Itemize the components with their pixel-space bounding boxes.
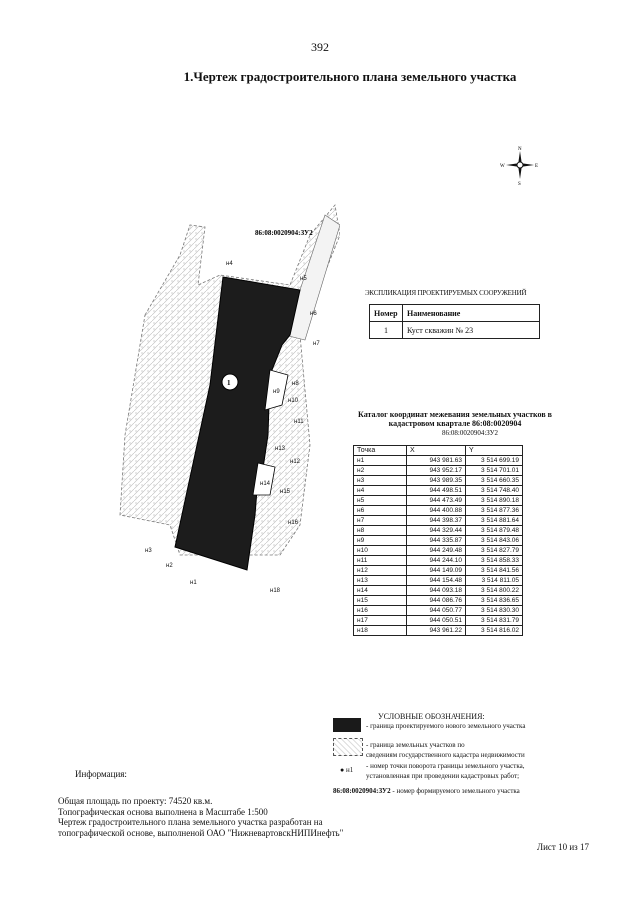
coord-cell: 3 514 800.22 [466, 586, 523, 596]
point-label-n1: н1 [190, 580, 197, 586]
page-number: 392 [311, 40, 329, 54]
coord-cell: 3 514 881.64 [466, 516, 523, 526]
point-label-n6: н6 [310, 311, 317, 317]
coord-header-x: X [407, 446, 466, 456]
coord-cell: н8 [354, 526, 407, 536]
coord-cell: н18 [354, 626, 407, 636]
point-label-n16: н16 [288, 520, 298, 526]
coord-cell: н7 [354, 516, 407, 526]
coord-cell: н11 [354, 556, 407, 566]
point-label-n13: н13 [275, 446, 285, 452]
legend-item-point-a: - номер точки поворота границы земельного участка, [366, 762, 525, 770]
coord-cell: н9 [354, 536, 407, 546]
coord-row [354, 606, 523, 616]
coord-row [354, 626, 523, 636]
info-scale: Топографическая основа выполнена в Масштабе 1:500 [58, 806, 268, 817]
point-label-n10: н10 [288, 398, 298, 404]
coord-row [354, 486, 523, 496]
coord-row [354, 596, 523, 606]
coord-header-point: Точка [354, 446, 407, 456]
coord-cell: 3 514 831.79 [466, 616, 523, 626]
coord-cell: н3 [354, 476, 407, 486]
coord-cell: 944 335.87 [407, 536, 466, 546]
info-block [58, 796, 358, 838]
coord-cell: 943 961.22 [407, 626, 466, 636]
coord-cell: 3 514 748.40 [466, 486, 523, 496]
coord-cell: 943 981.63 [407, 456, 466, 466]
coord-row [354, 496, 523, 506]
compass-n: N [518, 147, 522, 152]
coord-cell: н13 [354, 576, 407, 586]
legend-item-existing-a: - граница земельных участков по [366, 741, 465, 749]
coord-cell: н14 [354, 586, 407, 596]
point-label-n12: н12 [290, 459, 300, 465]
coord-row [354, 476, 523, 486]
coord-cell: 944 400.88 [407, 506, 466, 516]
coord-cell: н1 [354, 456, 407, 466]
info-label: Информация: [75, 769, 127, 779]
coord-row [354, 546, 523, 556]
coord-row [354, 506, 523, 516]
explication-header-number: Номер [370, 305, 403, 322]
info-line3: Чертеж градостроительного плана земельного участка разработан на [58, 817, 323, 827]
compass-rose-icon [500, 145, 540, 185]
coord-cell: 3 514 827.79 [466, 546, 523, 556]
coord-cell: 944 398.37 [407, 516, 466, 526]
coord-cell: 944 329.44 [407, 526, 466, 536]
catalog-subtitle: 86:08:0020904:ЗУ2 [441, 429, 499, 437]
coord-cell: н4 [354, 486, 407, 496]
coord-cell: 944 498.51 [407, 486, 466, 496]
point-label-n3: н3 [145, 548, 152, 554]
coord-cell: н10 [354, 546, 407, 556]
coord-cell: 944 050.77 [407, 606, 466, 616]
legend-item-new-plot: - граница проектируемого нового земельного участка [366, 722, 526, 730]
coord-row [354, 526, 523, 536]
coord-cell: 3 514 660.35 [466, 476, 523, 486]
catalog-title: Каталог координат межевания земельных участков в кадастровом квартале 86:08:0020904 [358, 410, 552, 428]
coord-cell: 3 514 830.30 [466, 606, 523, 616]
coord-cell: н6 [354, 506, 407, 516]
coord-cell: 3 514 890.18 [466, 496, 523, 506]
legend-code: 86:08:0020904:ЗУ2 [333, 787, 391, 795]
point-label-n14: н14 [260, 481, 270, 487]
coord-cell: н5 [354, 496, 407, 506]
point-label-n18: н18 [270, 588, 280, 594]
coord-cell: н16 [354, 606, 407, 616]
coordinates-table [353, 445, 523, 636]
explication-table [369, 304, 540, 339]
coord-cell: 3 514 836.65 [466, 596, 523, 606]
point-label-n7: н7 [313, 341, 320, 347]
coord-cell: 3 514 841.56 [466, 566, 523, 576]
coord-cell: 944 154.48 [407, 576, 466, 586]
point-label-n2: н2 [166, 563, 173, 569]
explication-cell: 1 [370, 322, 403, 339]
legend-item-point-b: установленная при проведении кадастровых работ; [366, 772, 520, 780]
legend-item-code: - номер формируемого земельного участка [390, 787, 520, 795]
coord-row [354, 616, 523, 626]
coord-cell: 3 514 877.36 [466, 506, 523, 516]
point-label-n5: н5 [300, 276, 307, 282]
point-label-n9: н9 [273, 389, 280, 395]
coord-cell: 3 514 811.05 [466, 576, 523, 586]
coord-cell: 3 514 858.33 [466, 556, 523, 566]
coord-row [354, 586, 523, 596]
coord-cell: 944 093.18 [407, 586, 466, 596]
legend-existing-swatch [333, 738, 363, 756]
site-plan [110, 195, 340, 615]
explication-title: ЭКСПЛИКАЦИЯ ПРОЕКТИРУЕМЫХ СООРУЖЕНИЙ [365, 289, 527, 297]
page-title: 1.Чертеж градостроительного плана земельного участка [183, 69, 517, 84]
coord-row [354, 576, 523, 586]
info-area: Общая площадь по проекту: 74520 кв.м. [58, 796, 213, 806]
coord-cell: 944 050.51 [407, 616, 466, 626]
coord-cell: 3 514 701.01 [466, 466, 523, 476]
point-dot-icon: ● [340, 766, 345, 774]
coord-row [354, 536, 523, 546]
coord-cell: 944 249.48 [407, 546, 466, 556]
coord-row [354, 516, 523, 526]
coord-cell: н12 [354, 566, 407, 576]
legend-point-symbol: н1 [345, 766, 354, 774]
compass-w: W [500, 164, 505, 169]
coord-cell: 3 514 843.06 [466, 536, 523, 546]
coord-cell: 3 514 699.19 [466, 456, 523, 466]
plot-marker: 1 [227, 379, 231, 387]
coord-row [354, 456, 523, 466]
coord-cell: 944 086.76 [407, 596, 466, 606]
sheet-number: Лист 10 из 17 [537, 842, 589, 852]
coord-cell: 943 952.17 [407, 466, 466, 476]
explication-cell: Куст скважин № 23 [403, 322, 540, 339]
info-line4: топографической основе, выполненой ОАО "НижневартовскНИПИнефть" [58, 827, 344, 838]
coord-row [354, 466, 523, 476]
legend-item-existing-b: сведениям государственного кадастра недвижимости [366, 751, 525, 759]
point-label-n15: н15 [280, 489, 290, 495]
coord-cell: н2 [354, 466, 407, 476]
coord-cell: н17 [354, 616, 407, 626]
coord-cell: 944 244.10 [407, 556, 466, 566]
coord-cell: 3 514 816.02 [466, 626, 523, 636]
explication-header-name: Наименование [403, 305, 540, 322]
point-label-n4: н4 [226, 261, 233, 267]
cadastral-label: 86:08:0020904:ЗУ2 [255, 229, 313, 237]
coord-row [354, 566, 523, 576]
coord-cell: 943 989.35 [407, 476, 466, 486]
legend-new-plot-swatch [333, 718, 361, 732]
coord-cell: 944 149.09 [407, 566, 466, 576]
compass-e: E [535, 164, 539, 169]
compass-s: S [518, 182, 521, 185]
coord-cell: н15 [354, 596, 407, 606]
legend-title: УСЛОВНЫЕ ОБОЗНАЧЕНИЯ: [378, 712, 485, 721]
point-label-n11: н11 [294, 419, 304, 425]
coord-header-y: Y [466, 446, 523, 456]
coord-row [354, 556, 523, 566]
point-label-n8: н8 [292, 381, 299, 387]
coord-cell: 944 473.49 [407, 496, 466, 506]
coord-cell: 3 514 879.48 [466, 526, 523, 536]
